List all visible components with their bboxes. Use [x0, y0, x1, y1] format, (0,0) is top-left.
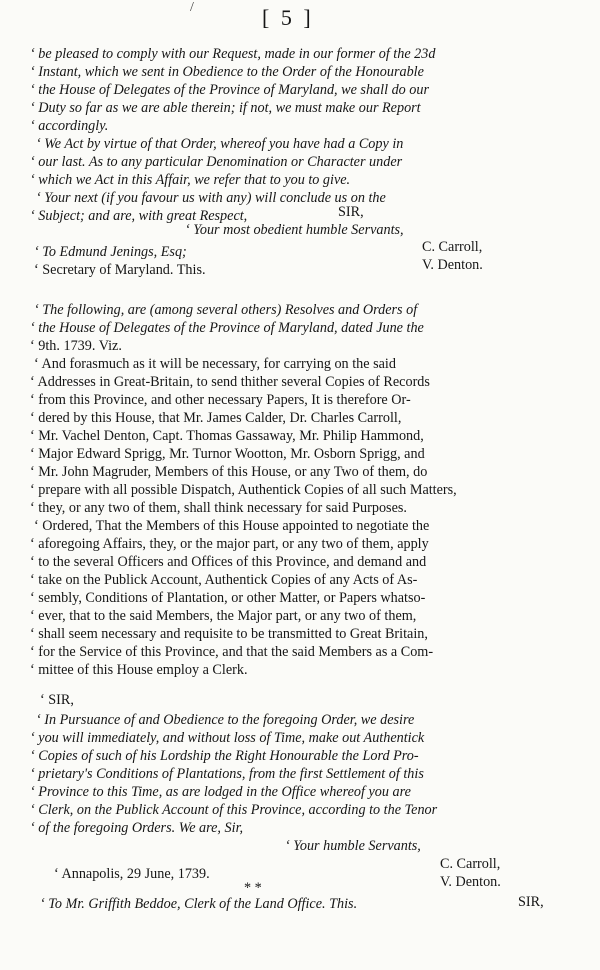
resolves-line: ‘ for the Service of this Province, and that the said Members as a Com-: [30, 644, 434, 660]
resolves-line: ‘ 9th. 1739. Viz.: [30, 338, 122, 354]
letter-2-place-date: ‘ Annapolis, 29 June, 1739.: [54, 866, 210, 882]
letter-1-line: ‘ accordingly.: [30, 118, 109, 134]
letter-2-line: ‘ prietary's Conditions of Plantations, from the first Settlement of this: [30, 766, 424, 782]
letter-2-line: ‘ of the foregoing Orders. We are, Sir,: [30, 820, 244, 836]
letter-1-salutation: SIR,: [338, 204, 364, 220]
resolves-line: ‘ shall seem necessary and requisite to be transmitted to Great Britain,: [30, 626, 428, 642]
resolves-line: ‘ And forasmuch as it will be necessary, for carrying on the said: [34, 356, 396, 372]
resolves-line: ‘ to the several Officers and Offices of this Province, and demand and: [30, 554, 427, 570]
resolves-line: ‘ take on the Publick Account, Authentick Copies of any Acts of As-: [30, 572, 418, 588]
resolves-line: ‘ ever, that to the said Members, the Major part, or any two of them,: [30, 608, 417, 624]
letter-1-addressee-title: ‘ Secretary of Maryland. This.: [34, 262, 206, 278]
letter-1-line: ‘ We Act by virtue of that Order, whereof you have had a Copy in: [36, 136, 404, 152]
letter-2-addressee: ‘ To Mr. Griffith Beddoe, Clerk of the Land Office. This.: [40, 896, 358, 912]
resolves-line: ‘ mittee of this House employ a Clerk.: [30, 662, 248, 678]
letter-1-signer: C. Carroll,: [422, 239, 483, 255]
resolves-line: ‘ aforegoing Affairs, they, or the major part, or any two of them, apply: [30, 536, 429, 552]
resolves-line: ‘ Ordered, That the Members of this House appointed to negotiate the: [34, 518, 430, 534]
letter-1-line: ‘ the House of Delegates of the Province of Maryland, we shall do our: [30, 82, 430, 98]
resolves-line: ‘ sembly, Conditions of Plantation, or other Matter, or Papers whatso-: [30, 590, 426, 606]
resolves-line: ‘ prepare with all possible Dispatch, Authentick Copies of all such Matters,: [30, 482, 457, 498]
catchword: SIR,: [518, 894, 544, 910]
resolves-line: ‘ Addresses in Great-Britain, to send thither several Copies of Records: [30, 374, 430, 390]
letter-1-line: ‘ Instant, which we sent in Obedience to the Order of the Honourable: [30, 64, 424, 80]
page-number: [ 5 ]: [262, 5, 314, 30]
letter-2-line: ‘ Copies of such of his Lordship the Right Honourable the Lord Pro-: [30, 748, 419, 764]
letter-2-line: ‘ you will immediately, and without loss of Time, make out Authentick: [30, 730, 425, 746]
letter-1-line: ‘ our last. As to any particular Denomination or Character under: [30, 154, 403, 170]
resolves-line: ‘ from this Province, and other necessary Papers, It is therefore Or-: [30, 392, 411, 408]
letter-1-line: ‘ Your next (if you favour us with any) will conclude us on the: [36, 190, 386, 206]
letter-2-line: ‘ In Pursuance of and Obedience to the foregoing Order, we desire: [36, 712, 415, 728]
resolves-line: ‘ The following, are (among several others) Resolves and Orders of: [34, 302, 418, 318]
letter-1-signer: V. Denton.: [422, 257, 483, 273]
resolves-line: ‘ they, or any two of them, shall think necessary for said Purposes.: [30, 500, 407, 516]
letter-2-signer: V. Denton.: [440, 874, 501, 890]
letter-1-closing: ‘ Your most obedient humble Servants,: [185, 222, 404, 238]
letter-1-line: ‘ Duty so far as we are able therein; if not, we must make our Report: [30, 100, 421, 116]
letter-1-line: ‘ which we Act in this Affair, we refer that to you to give.: [30, 172, 351, 188]
letter-2-line: ‘ Province to this Time, as are lodged in the Office whereof you are: [30, 784, 411, 800]
resolves-line: ‘ Major Edward Sprigg, Mr. Turnor Wootton, Mr. Osborn Sprigg, and: [30, 446, 425, 462]
letter-2-signer: C. Carroll,: [440, 856, 501, 872]
letter-1-line: ‘ Subject; and are, with great Respect,: [30, 208, 248, 224]
letter-1-addressee: ‘ To Edmund Jenings, Esq;: [34, 244, 187, 260]
margin-mark: /: [190, 0, 194, 15]
letter-2-line: ‘ Clerk, on the Publick Account of this Province, according to the Tenor: [30, 802, 438, 818]
resolves-line: ‘ dered by this House, that Mr. James Calder, Dr. Charles Carroll,: [30, 410, 402, 426]
letter-2-closing: ‘ Your humble Servants,: [285, 838, 421, 854]
letter-1-line: ‘ be pleased to comply with our Request, made in our former of the 23d: [30, 46, 436, 62]
resolves-line: ‘ the House of Delegates of the Province of Maryland, dated June the: [30, 320, 424, 336]
signature-mark: * *: [244, 880, 262, 896]
letter-2-salutation: ‘ SIR,: [40, 692, 74, 708]
resolves-line: ‘ Mr. John Magruder, Members of this House, or any Two of them, do: [30, 464, 428, 480]
resolves-line: ‘ Mr. Vachel Denton, Capt. Thomas Gassaway, Mr. Philip Hammond,: [30, 428, 424, 444]
